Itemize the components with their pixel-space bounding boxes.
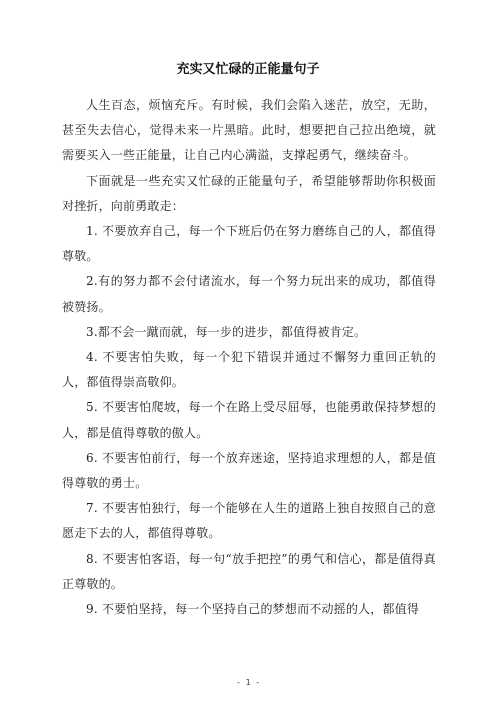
- list-item-9: 9. 不要怕坚持，每一个坚持自己的梦想而不动摇的人，都值得: [86, 602, 420, 617]
- page-number: - 1 -: [235, 678, 261, 687]
- list-item-1: 1. 不要放弃自己，每一个下班后仍在努力磨练自己的人，都值得尊敬。: [62, 224, 436, 264]
- document-title: 充实又忙碌的正能量句子: [176, 62, 320, 77]
- document-body: [62, 93, 436, 622]
- list-item-4: 4. 不要害怕失败，每一个犯下错误并通过不懈努力重回正轨的人，都值得崇高敬仰。: [62, 350, 436, 390]
- list-item-2: 2.有的努力都不会付诸流水，每一个努力玩出来的成功，都值得被赞扬。: [62, 274, 436, 314]
- list-item-3: 3.都不会一蹴而就，每一步的进步，都值得被肯定。: [86, 324, 367, 339]
- paragraph-lead-in: 下面就是一些充实又忙碌的正能量句子，希望能够帮助你积极面对挫折，向前勇敢走：: [62, 173, 436, 213]
- list-item-7: 7. 不要害怕独行，每一个能够在人生的道路上独自按照自己的意愿走下去的人，都值得尊敬。: [62, 501, 436, 541]
- list-item-5: 5. 不要害怕爬坡，每一个在路上受尽屈辱，也能勇敢保持梦想的人，都是值得尊敬的傲人。: [62, 400, 436, 440]
- list-item-6: 6. 不要害怕前行，每一个放弃迷途，坚持追求理想的人，都是值得尊敬的勇士。: [62, 450, 436, 491]
- list-item-8: 8. 不要害怕客语，每一句“放手把控”的勇气和信心，都是值得真正尊敬的。: [62, 551, 436, 591]
- paragraph-intro: 人生百态，烦恼充斥。有时候，我们会陷入迷茫，放空，无助，甚至失去信心，觉得未来一片黑暗。此时，想要把自己拉出绝境，就需要买入一些正能量，让自己内心满溢，支撑起勇气，继续奋斗。: [62, 98, 436, 163]
